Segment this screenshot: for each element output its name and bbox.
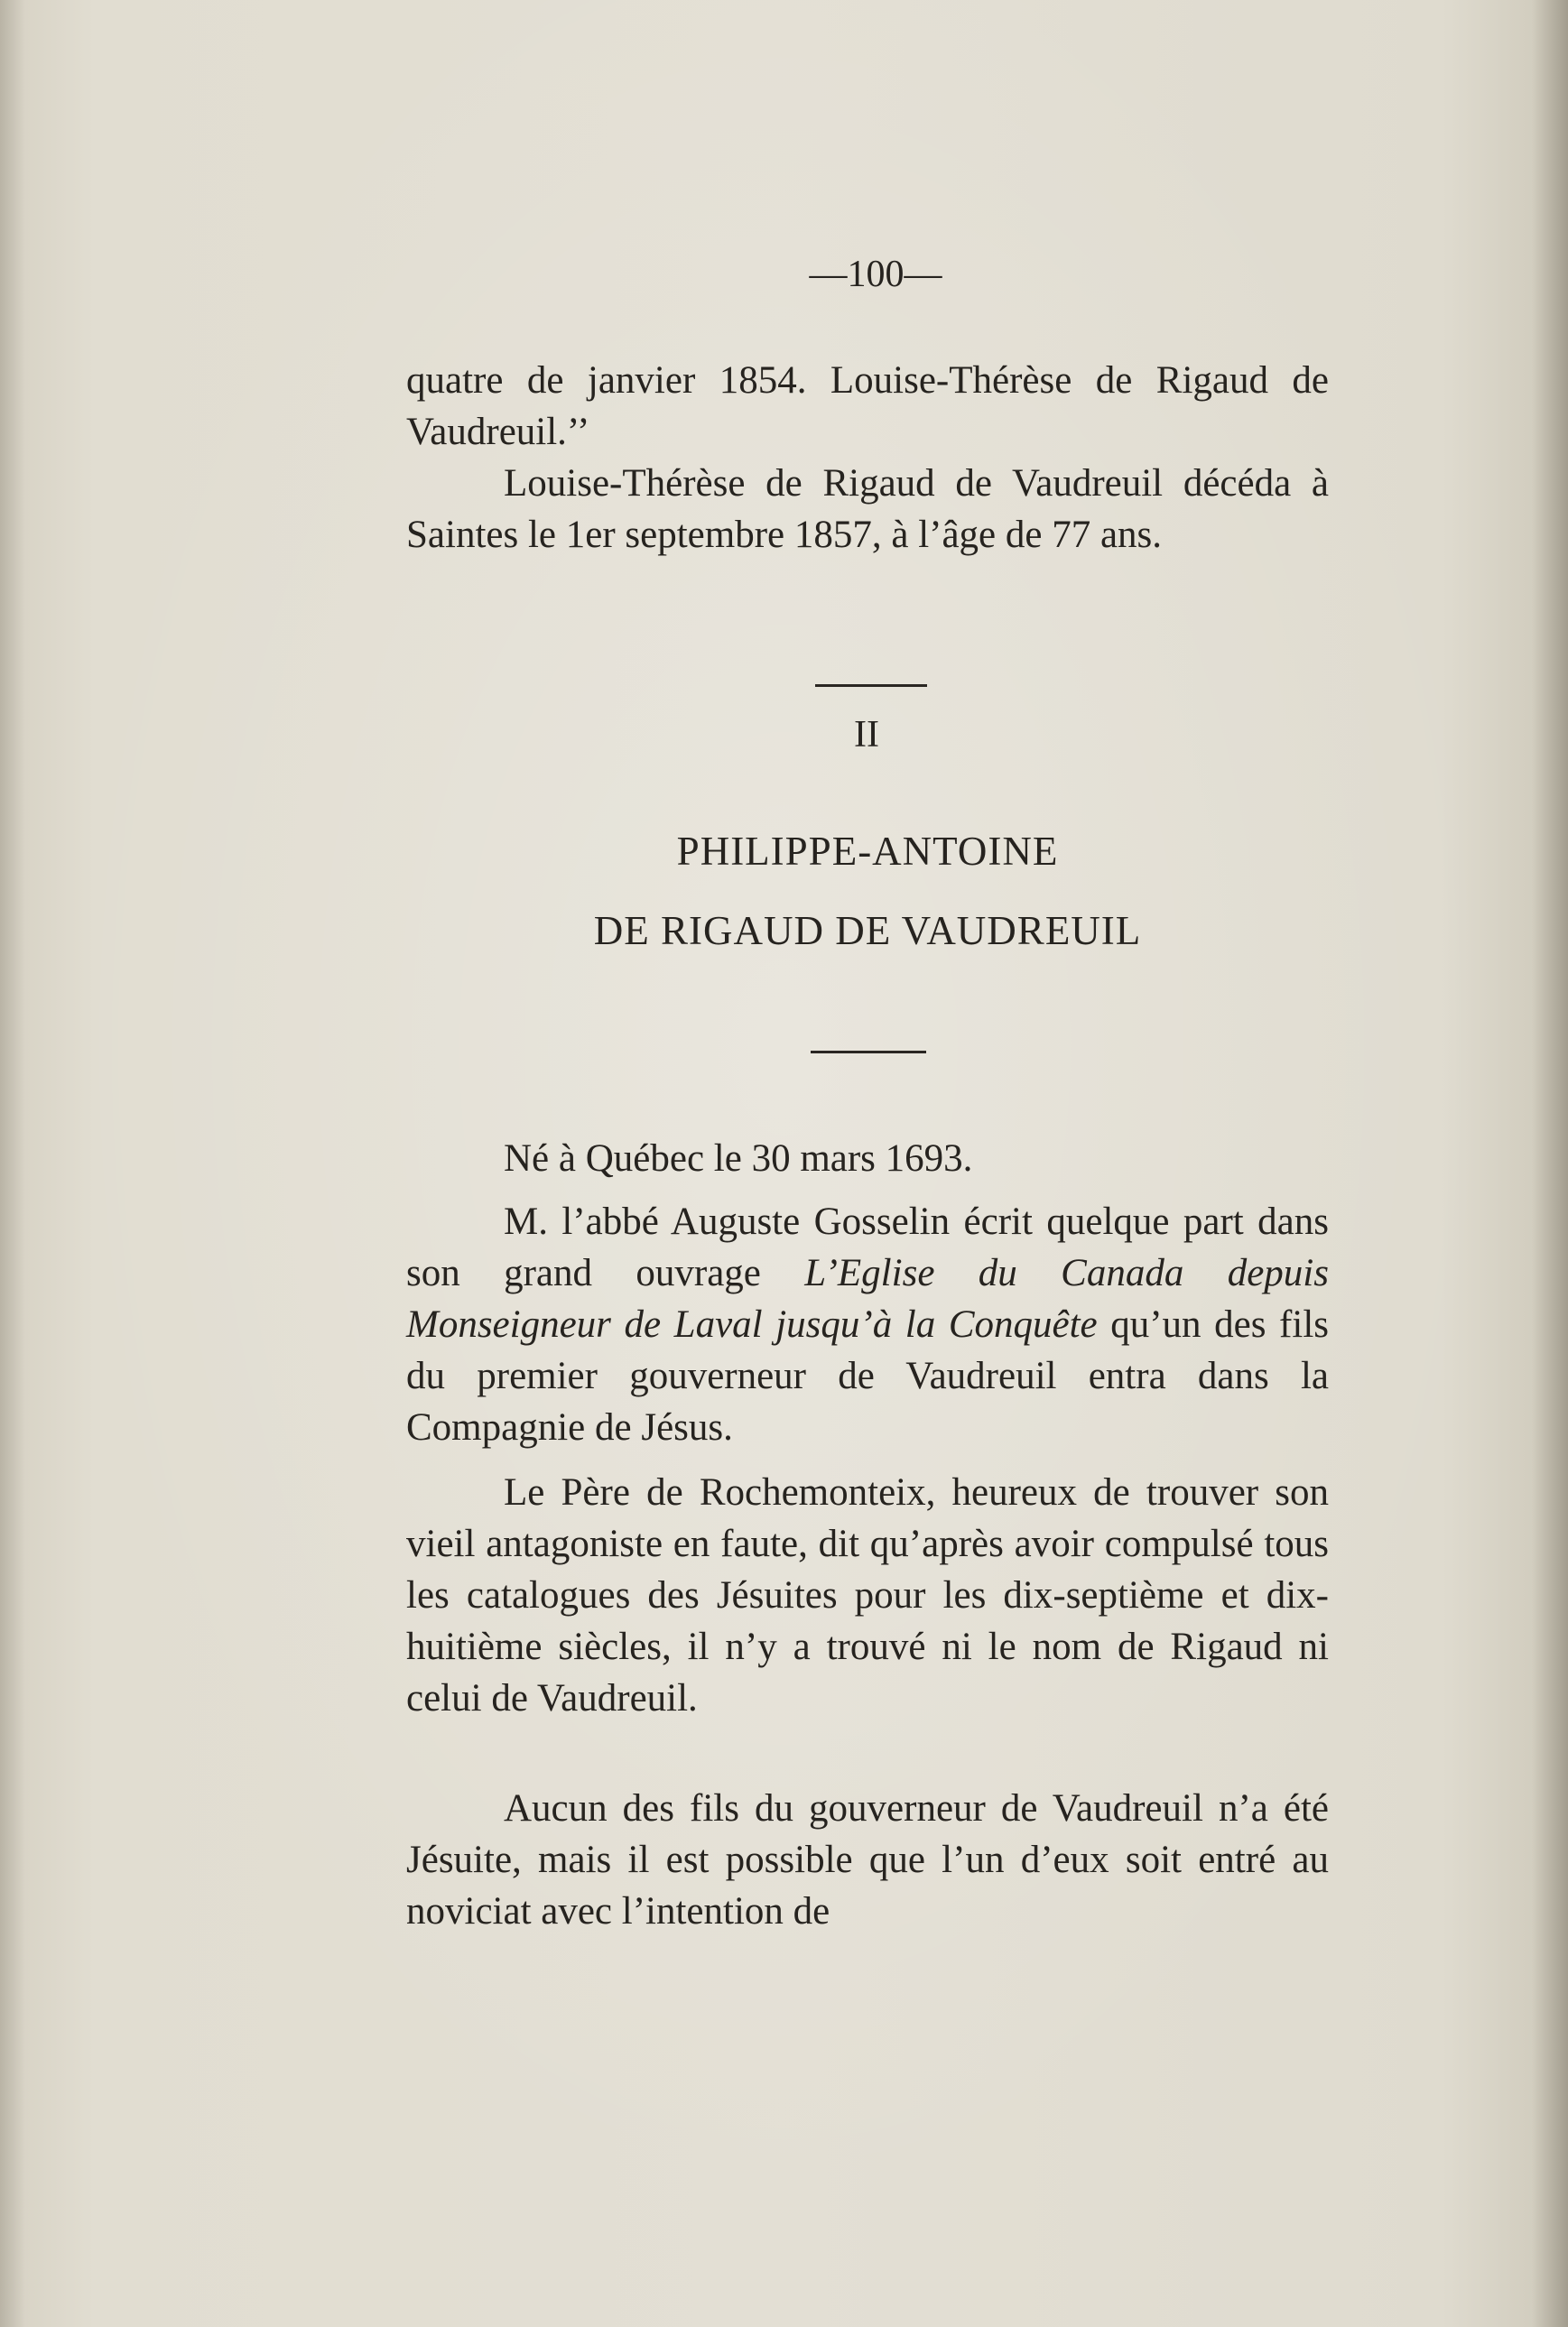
paragraph-jesuite: Aucun des fils du gouverneur de Vaudreuil n’a été Jésuite, mais il est possible que l’un d’eux soit entré au noviciat avec l’intention de	[406, 1787, 1329, 1933]
page-number: —100—	[809, 254, 942, 295]
paragraph-gosselin-text-before: M. l’abbé Auguste Gosselin écrit quelque part dans son grand ouvrage	[406, 1201, 1329, 1294]
book-title: L’Eglise du Canada depuis Monseigneur de Laval jusqu’à la Conquête	[406, 1252, 1329, 1346]
section-rule-top	[815, 684, 927, 687]
paragraph-gosselin	[406, 1196, 1329, 1453]
page-right-shadow	[1532, 0, 1568, 2327]
paragraph-rochemonteix: Le Père de Rochemonteix, heureux de trouver son vieil antagoniste en faute, dit qu’après avoir compulsé tous les catalogues des Jésuites pour les dix-septième et dix-huitième siècles, il n’y a trouvé ni le nom de Rigaud ni celui de Vaudreuil.	[406, 1471, 1329, 1720]
paragraph-gosselin-text-after: qu’un des fils du premier gouverneur de Vaudreuil entra dans la Compagnie de Jésus.	[406, 1303, 1329, 1449]
paragraph-continuation: quatre de janvier 1854. Louise-Thérèse de Rigaud de Vaudreuil.’’	[406, 359, 1329, 453]
section-number: II	[854, 714, 879, 756]
paragraph-death-notice: Louise-Thérèse de Rigaud de Vaudreuil décéda à Saintes le 1er septembre 1857, à l’âge de 77 ans.	[406, 462, 1329, 556]
section-heading-line-1: PHILIPPE-ANTOINE	[676, 829, 1059, 874]
section-rule-bottom	[811, 1051, 926, 1053]
section-heading-line-2: DE RIGAUD DE VAUDREUIL	[593, 908, 1142, 953]
page-left-shadow	[0, 0, 25, 2327]
paragraph-birth: Né à Québec le 30 mars 1693.	[504, 1137, 973, 1180]
